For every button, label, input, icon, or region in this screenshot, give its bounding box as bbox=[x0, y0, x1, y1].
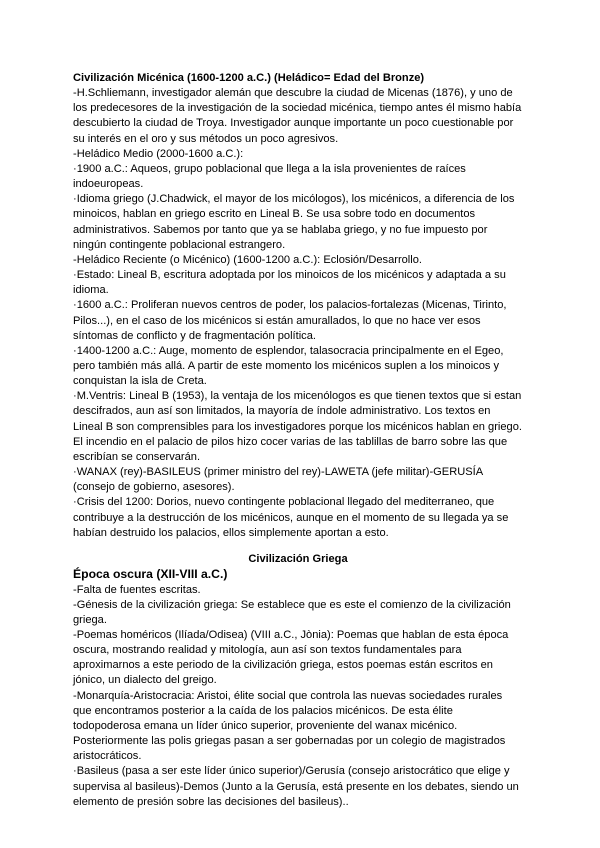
paragraph-heladico-reciente: -Heládico Reciente (o Micénico) (1600-1200 a.C.): Eclosión/Desarrollo. bbox=[73, 253, 422, 266]
paragraph-1400-1200-auge: ·1400-1200 a.C.: Auge, momento de esplendor, talasocracia principalmente en el Egeo, pero también más allá. A partir de este momento los micénicos suplen a los minoicos y conquistan la isla de Creta. bbox=[73, 344, 504, 388]
paragraph-basileus: ·Basileus (pasa a ser este líder único superior)/Gerusía (consejo aristocrático que elige y supervisa al basileus)-Demos (Junto a la Gerusía, está presente en los debates, siendo un elemento de presión sobre las decisiones del basileus).. bbox=[73, 765, 519, 808]
paragraph-poemas-homericos: -Poemas homéricos (Ilíada/Odisea) (VIII a.C., Jònia): Poemas que hablan de esta época oscura, mostrando realidad y mitología, aun así son textos fundamentales para aproximarnos a este periodo de la civilización griega, estos poemas están escritos en jónico, un dialecto del greigo. bbox=[73, 628, 509, 687]
paragraph-monarquia-aristocracia: -Monarquía-Aristocracia: Aristoi, élite social que controla las nuevas sociedades rurales que encontramos posterior a la caída de los palacios micénicos. De esta élite todopoderosa emana un líder único superior, proveniente del wanax micénico. Posteriormente las polis griegas pasan a ser gobernadas por un colegio de magistrados aristocráticos. bbox=[73, 689, 506, 763]
paragraph-idioma-griego: ·Idioma griego (J.Chadwick, el mayor de los micólogos), los micénicos, a diferencia de los minoicos, hablan en griego escrito en Lineal B. Se usa sobre todo en documentos administrativos. Sabemos por tanto que ya se hablaba griego, y no fue impuesto por ningún contingente poblacional estrangero. bbox=[73, 193, 515, 251]
section-title-greek: Civilización Griega bbox=[248, 552, 348, 565]
section-heading-mycenaean: Civilización Micénica (1600-1200 a.C.) (Heládico= Edad del Bronze) bbox=[73, 72, 425, 84]
paragraph-schliemann: -H.Schliemann, investigador alemán que descubre la ciudad de Micenas (1876), y uno de los predecesores de la investigación de la sociedad micénica, tiempo antes él mismo había descubierto la ciudad de Troya. Investigador aunque importante un poco cuestionable por su interés en el oro y sus métodos un poco agresivos. bbox=[73, 87, 522, 145]
paragraph-genesis: -Génesis de la civilización griega: Se establece que es este el comienzo de la civilización griega. bbox=[73, 598, 511, 626]
paragraph-falta-fuentes: -Falta de fuentes escritas. bbox=[73, 583, 201, 596]
paragraph-incendio-pilos: El incendio en el palacio de pilos hizo cocer varias de las tablillas de barro sobre las que escribían se conservarán. bbox=[73, 435, 508, 463]
section-gap bbox=[73, 541, 523, 552]
paragraph-ventris: ·M.Ventris: Lineal B (1953), la ventaja de los micenólogos es que tienen textos que si estan descifrados, aun así son limitados, la mayoría de índole administrativo. Los textos en Lineal B son comprensibles para los investigadores porque los micénicos hablan en griego. bbox=[73, 390, 522, 433]
paragraph-1900-aqueos: ·1900 a.C.: Aqueos, grupo poblacional que llega a la isla provenientes de raíces indoeuropeas. bbox=[73, 162, 466, 191]
paragraph-heladico-medio: -Heládico Medio (2000-1600 a.C.): bbox=[73, 147, 244, 160]
paragraph-crisis-1200: ·Crisis del 1200: Dorios, nuevo contingente poblacional llegado del mediterraneo, que contribuye a la destrucción de los micénicos, aunque en el momento de su llegada ya se habían destruido los palacios, ellos simplemente aportan a esto. bbox=[73, 496, 509, 539]
paragraph-estado-lineal-b: ·Estado: Lineal B, escritura adoptada por los minoicos de los micénicos y adaptada a su idioma. bbox=[73, 269, 506, 297]
document-page bbox=[73, 71, 523, 810]
paragraph-1600-palacios: ·1600 a.C.: Proliferan nuevos centros de poder, los palacios-fortalezas (Micenas, Tirinto, Pilos...), en el caso de los micénicos si están amurallados, lo que no hace ver esos síntomas de conflicto y de fragmentación política. bbox=[73, 299, 507, 342]
paragraph-wanax-hierarchy: ·WANAX (rey)-BASILEUS (primer ministro del rey)-LAWETA (jefe militar)-GERUSÍA (consejo de gobierno, asesores). bbox=[73, 466, 483, 494]
subheading-dark-age: Época oscura (XII-VIII a.C.) bbox=[73, 567, 228, 581]
